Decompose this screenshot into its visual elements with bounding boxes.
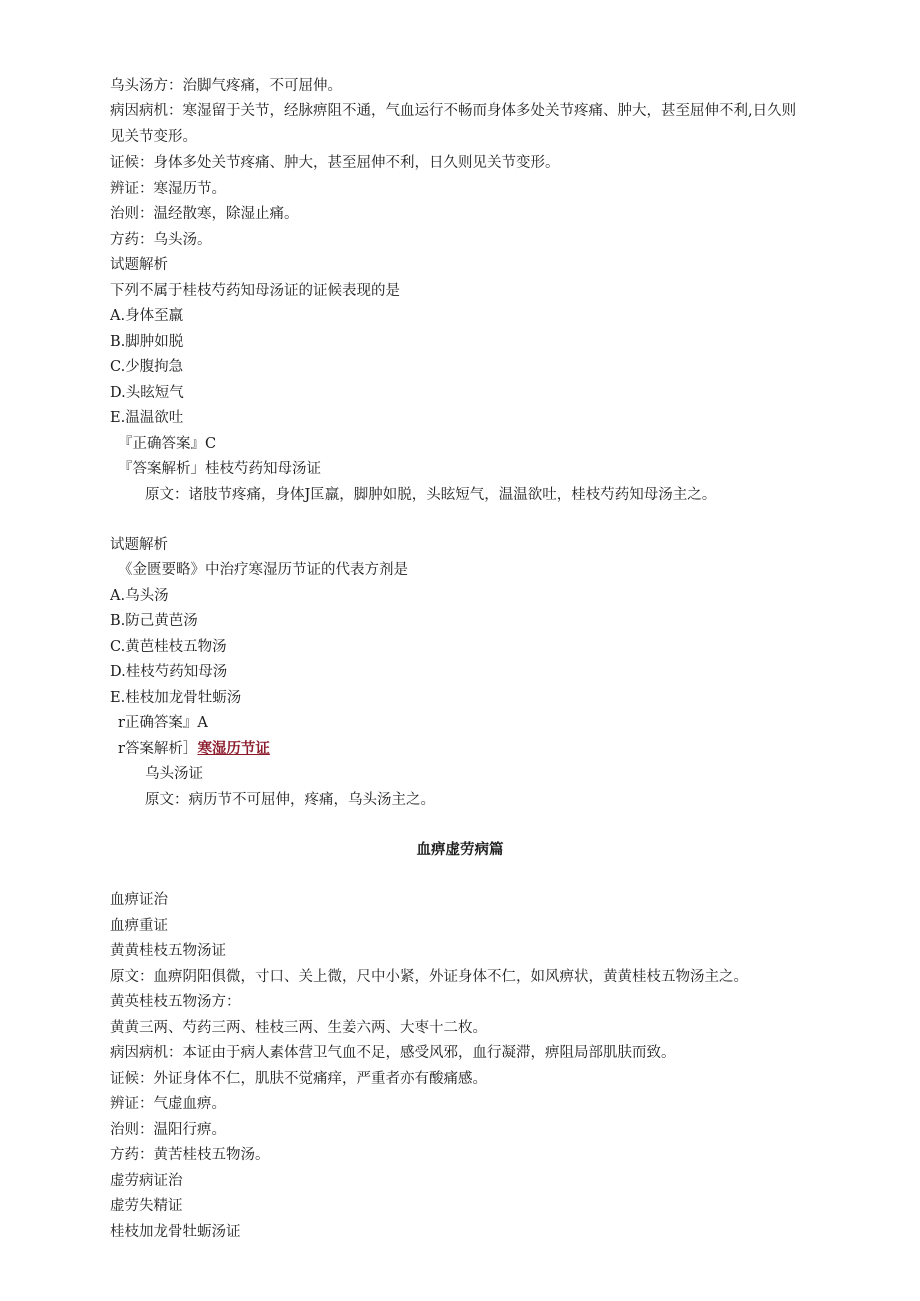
- section2-line: 黄黄桂枝五物汤证: [110, 943, 226, 959]
- question1-option-e: E.温温欲吐: [110, 410, 184, 426]
- question2-option-d: D.桂枝芍药知母汤: [110, 664, 228, 680]
- section2-line: 血痹重证: [110, 918, 168, 934]
- question2-analysis-prefix: r答案解析］: [118, 741, 198, 757]
- question1-option-a: A.身体至羸: [110, 308, 184, 324]
- question2-option-e: E.桂枝加龙骨牡蛎汤: [110, 690, 242, 706]
- prescription-text: 方药：乌头汤。: [110, 232, 212, 248]
- question2-option-a: A.乌头汤: [110, 588, 169, 604]
- question1-option-b: B.脚肿如脱: [110, 334, 184, 350]
- pathogenesis-text: 病因病机：寒湿留于关节，经脉痹阻不通，气血运行不畅而身体多处关节疼痛、肿大，甚至屈伸不利,日久则见关节变形。: [110, 103, 797, 145]
- diagnosis-text: 辨证：寒湿历节。: [110, 181, 226, 197]
- question2-heading: 试题解析: [110, 537, 168, 553]
- question2-answer: r正确答案』A: [118, 715, 208, 731]
- symptoms-text: 证候：身体多处关节疼痛、肿大，甚至屈伸不利，日久则见关节变形。: [110, 155, 560, 171]
- question1-option-c: C.少腹拘急: [110, 359, 184, 375]
- section2-line: 血痹证治: [110, 892, 168, 908]
- section2-line: 黄黄三两、芍药三两、桂枝三两、生姜六两、大枣十二枚。: [110, 1020, 487, 1036]
- question2-stem: 《金匮要略》中治疗寒湿历节证的代表方剂是: [118, 562, 408, 578]
- question2-original: 原文：病历节不可屈伸，疼痛，乌头汤主之。: [145, 792, 435, 808]
- question1-answer: 『正确答案』C: [118, 436, 217, 452]
- section2-line: 证候：外证身体不仁，肌肤不觉痛痒，严重者亦有酸痛感。: [110, 1071, 487, 1087]
- section2-line: 病因病机：本证由于病人素体营卫气血不足，感受风邪，血行凝滞，痹阻局部肌肤而致。: [110, 1045, 676, 1061]
- section2-line: 虚劳病证治: [110, 1173, 183, 1189]
- question1-original: 原文：诸肢节疼痛，身体J匡羸，脚肿如脱，头眩短气，温温欲吐，桂枝芍药知母汤主之。: [145, 487, 717, 503]
- question2-option-b: B.防己黄芭汤: [110, 613, 198, 629]
- analysis-link[interactable]: 寒湿历节证: [197, 741, 270, 757]
- question1-heading: 试题解析: [110, 257, 168, 273]
- section2-line: 桂枝加龙骨牡蛎汤证: [110, 1224, 241, 1240]
- question2-analysis: [118, 739, 270, 759]
- section2-line: 虚劳失精证: [110, 1198, 183, 1214]
- section2-line: 方药：黄苦桂枝五物汤。: [110, 1147, 270, 1163]
- formula-line: 乌头汤方：治脚气疼痛，不可屈伸。: [110, 78, 342, 94]
- question2-sub: 乌头汤证: [145, 766, 203, 782]
- question1-option-d: D.头眩短气: [110, 385, 184, 401]
- section2-line: 原文：血痹阴阳俱微，寸口、关上微，尺中小紧，外证身体不仁，如风痹状，黄黄桂枝五物汤主之。: [110, 969, 748, 985]
- question1-stem: 下列不属于桂枝芍药知母汤证的证候表现的是: [110, 283, 400, 299]
- question1-analysis: 『答案解析」桂枝芍药知母汤证: [118, 461, 321, 477]
- section2-line: 黄英桂枝五物汤方：: [110, 994, 241, 1010]
- question2-option-c: C.黄芭桂枝五物汤: [110, 639, 227, 655]
- section-title: 血痹虚劳病篇: [416, 842, 504, 858]
- treatment-text: 治则：温经散寒，除湿止痛。: [110, 206, 299, 222]
- section2-line: 辨证：气虚血痹。: [110, 1096, 226, 1112]
- section2-line: 治则：温阳行痹。: [110, 1122, 226, 1138]
